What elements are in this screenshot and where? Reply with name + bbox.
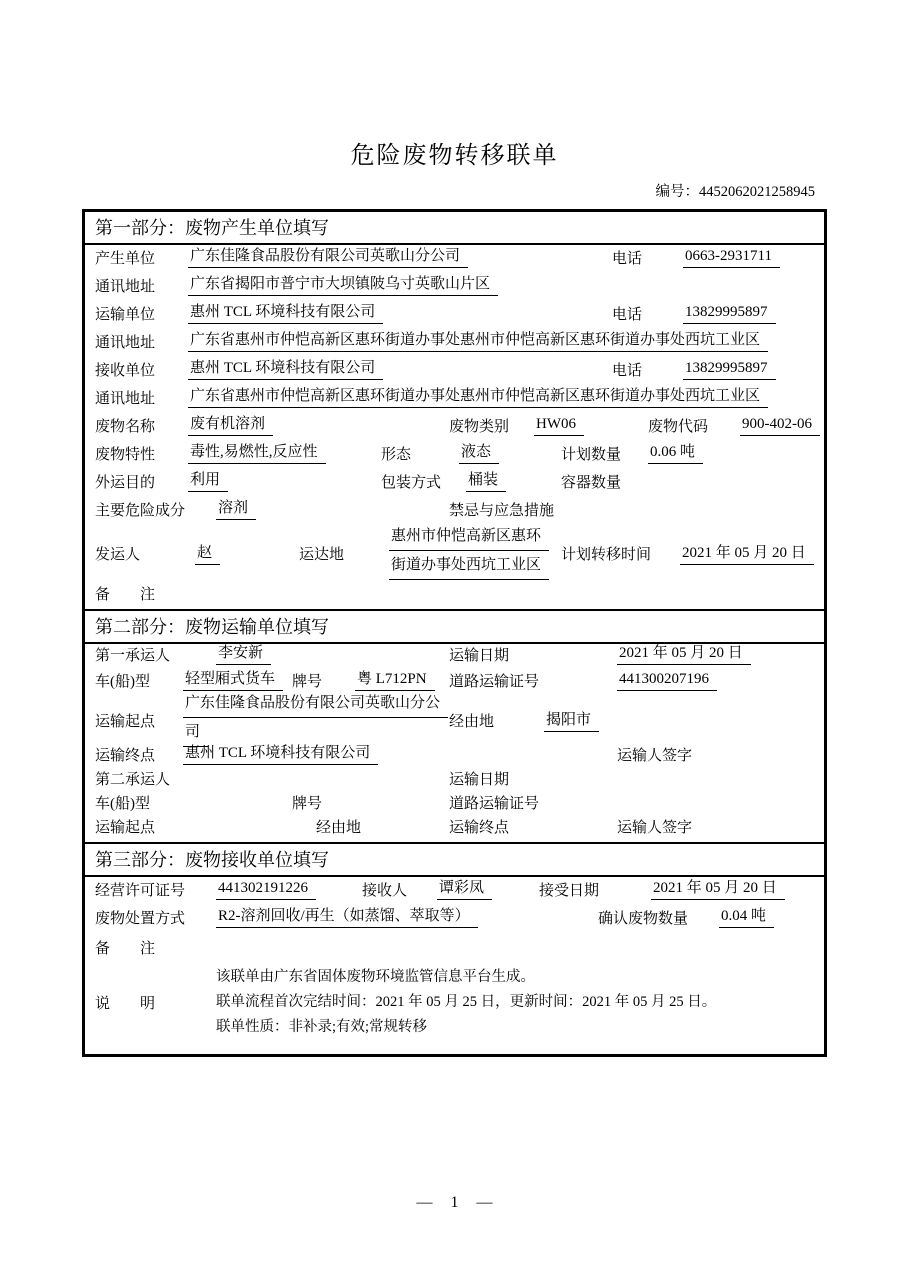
hazard-component-label: 主要危险成分 [95,503,186,519]
section-1-header: 第一部分：废物产生单位填写 [85,212,824,245]
shipper-label: 发运人 [95,546,141,563]
origin1-label: 运输起点 [95,713,156,730]
carrier1-value: 李安新 [216,641,271,665]
shipper-cell [195,541,299,565]
endpoint1-label: 运输终点 [95,748,156,764]
hazard-component-cell [216,496,449,520]
transporter-label: 运输单位 [95,307,156,323]
producer-address-label: 通讯地址 [95,279,156,295]
producer-phone-value: 0663-2931711 [683,248,780,268]
note-label: 说 明 [95,996,156,1012]
row-origin2 [85,818,824,842]
page-number: — 1 — [416,1194,493,1211]
note-line-2: 联单流程首次完结时间：2021 年 05 月 25 日，更新时间：2021 年 05 月 25 日。 [216,994,717,1010]
receiver-address-label: 通讯地址 [95,391,156,407]
producer-phone-label: 电话 [612,251,643,267]
section-2-header: 第二部分：废物运输单位填写 [85,609,824,644]
disposal-cell [216,904,598,928]
carrier1-cell [216,641,449,665]
row-disposal [85,905,824,933]
license-value: 441302191226 [216,880,316,900]
carrier2-label: 第二承运人 [95,772,171,788]
waste-property-value: 毒性,易燃性,反应性 [188,440,326,464]
license-cell [216,880,362,900]
plate1-value: 粤 L712PN [355,667,435,691]
hazard-component-value: 溶剂 [216,496,256,520]
destination-line1: 惠州市仲恺高新区惠环 [389,524,549,551]
row-hazard-component [85,497,824,525]
waste-property-label: 废物特性 [95,447,156,463]
confirmed-qty-cell [719,904,774,928]
receiver-person-label: 接收人 [362,883,408,899]
row-vehicle2 [85,794,824,818]
permit2-label: 道路运输证号 [449,796,540,812]
disposal-label: 废物处置方式 [95,911,186,927]
waste-category-value: HW06 [534,416,584,436]
via1-value: 揭阳市 [544,708,599,732]
purpose-value: 利用 [188,468,228,492]
notes-block [216,965,716,1040]
waste-category-label: 废物类别 [449,419,510,435]
row-producer [85,245,824,273]
destination-label: 运达地 [299,546,345,563]
row-endpoint1 [85,744,824,770]
plate1-label: 牌号 [292,674,323,690]
serial-value: 4452062021258945 [699,184,815,200]
manifest-sheet [82,0,827,1057]
vehicle1-value: 轻型厢式货车 [183,667,283,691]
receiver-address-cell [188,384,768,408]
serial-line [82,183,827,201]
transfer-time-value: 2021 年 05 月 20 日 [680,541,814,565]
receiver-value: 惠州 TCL 环境科技有限公司 [188,356,383,380]
confirmed-qty-value: 0.04 吨 [719,904,774,928]
waste-code-cell [740,416,820,436]
planned-qty-value: 0.06 吨 [648,440,703,464]
row-transporter [85,301,824,329]
origin2-label: 运输起点 [95,820,156,836]
purpose-cell [188,468,381,492]
row-waste-property [85,441,824,469]
manifest-table [82,209,827,1057]
page-title: 危险废物转移联单 [350,143,559,169]
row-carrier2 [85,770,824,794]
row-shipper [85,525,824,581]
disposal-value: R2-溶剂回收/再生（如蒸馏、萃取等） [216,904,478,928]
receiver-person-cell [437,876,539,900]
via1-cell [544,708,599,732]
transporter-cell [188,300,612,324]
signature2-label: 运输人签字 [617,820,693,836]
accept-date-value: 2021 年 05 月 20 日 [651,876,785,900]
plate2-label: 牌号 [292,796,323,812]
waste-property-cell [188,440,381,464]
shipper-value: 赵 [195,541,220,565]
note-line-3: 联单性质：非补录;有效;常规转移 [216,1019,428,1035]
receiver-phone-cell [683,360,776,380]
plate1-cell [355,667,449,691]
destination-line2: 街道办事处西坑工业区 [389,553,549,580]
container-qty-label: 容器数量 [561,475,622,491]
producer-address-value: 广东省揭阳市普宁市大坝镇陂乌寸英歌山片区 [188,272,498,296]
row-license [85,877,824,905]
accept-date-label: 接受日期 [539,883,600,899]
planned-qty-label: 计划数量 [561,447,622,463]
waste-code-label: 废物代码 [648,419,709,435]
receiver-phone-label: 电话 [612,363,643,379]
packaging-cell [466,468,561,492]
packaging-value: 桶装 [466,468,506,492]
waste-name-value: 废有机溶剂 [188,412,273,436]
receiver-address-value: 广东省惠州市仲恺高新区惠环街道办事处惠州市仲恺高新区惠环街道办事处西坑工业区 [188,384,768,408]
row-receiver-address [85,385,824,413]
vehicle1-cell [183,667,292,691]
form-label: 形态 [381,447,412,463]
license-label: 经营许可证号 [95,883,186,899]
permit1-value: 441300207196 [617,671,717,691]
receiver-person-value: 谭彩凤 [437,876,492,900]
permit1-label: 道路运输证号 [449,674,540,690]
form-value: 液态 [459,440,499,464]
part3-remark-label: 备 注 [95,941,156,957]
vehicle2-label: 车(船)型 [95,796,150,812]
accept-date-cell [651,876,785,900]
destination-cell [389,524,561,582]
carrier1-label: 第一承运人 [95,648,171,664]
transporter-address-cell [188,328,768,352]
purpose-label: 外运目的 [95,475,156,491]
producer-label: 产生单位 [95,251,156,267]
transport-date1-value: 2021 年 05 月 20 日 [617,641,751,665]
producer-phone-cell [683,248,780,268]
row-origin1 [85,696,824,744]
transfer-time-label: 计划转移时间 [561,546,652,563]
receiver-cell [188,356,612,380]
row-purpose [85,469,824,497]
endpoint1-value: 惠州 TCL 环境科技有限公司 [183,741,378,765]
row-producer-address [85,273,824,301]
permit1-cell [617,671,717,691]
origin1-line2: 司 [183,720,208,747]
transport-date2-label: 运输日期 [449,772,510,788]
confirmed-qty-label: 确认废物数量 [598,911,689,927]
planned-qty-cell [648,440,703,464]
producer-cell [188,244,612,268]
emergency-label: 禁忌与应急措施 [449,503,555,519]
row-part1-remark [85,581,824,609]
origin1-line1: 广东佳隆食品股份有限公司英歌山分公 [183,691,448,718]
transporter-address-label: 通讯地址 [95,335,156,351]
waste-code-value: 900-402-06 [740,416,820,436]
row-part3-remark [85,933,824,963]
transporter-phone-cell [683,304,776,324]
row-waste-name [85,413,824,441]
note-line-1: 该联单由广东省固体废物环境监管信息平台生成。 [216,969,535,985]
endpoint1-cell [183,741,617,765]
transport-date1-cell [617,641,751,665]
transporter-phone-value: 13829995897 [683,304,776,324]
receiver-label: 接收单位 [95,363,156,379]
via2-label: 经由地 [316,820,362,836]
transporter-address-value: 广东省惠州市仲恺高新区惠环街道办事处惠州市仲恺高新区惠环街道办事处西坑工业区 [188,328,768,352]
receiver-phone-value: 13829995897 [683,360,776,380]
transport-date1-label: 运输日期 [449,648,510,664]
vehicle1-label: 车(船)型 [95,674,150,690]
via1-label: 经由地 [449,713,495,730]
producer-value: 广东佳隆食品股份有限公司英歌山分公司 [188,244,468,268]
transfer-time-cell [680,541,814,565]
packaging-label: 包装方式 [381,475,442,491]
form-cell [459,440,561,464]
serial-label: 编号： [655,184,699,200]
signature1-label: 运输人签字 [617,748,693,764]
waste-name-label: 废物名称 [95,419,156,435]
waste-name-cell [188,412,449,436]
producer-address-cell [188,272,498,296]
endpoint2-label: 运输终点 [449,820,510,836]
transporter-phone-label: 电话 [612,307,643,323]
row-receiver [85,357,824,385]
section-3-header: 第三部分：废物接收单位填写 [85,842,824,877]
part1-remark-label: 备 注 [95,587,156,603]
transporter-value: 惠州 TCL 环境科技有限公司 [188,300,383,324]
row-transporter-address [85,329,824,357]
row-notes [85,963,824,1054]
waste-category-cell [534,416,648,436]
